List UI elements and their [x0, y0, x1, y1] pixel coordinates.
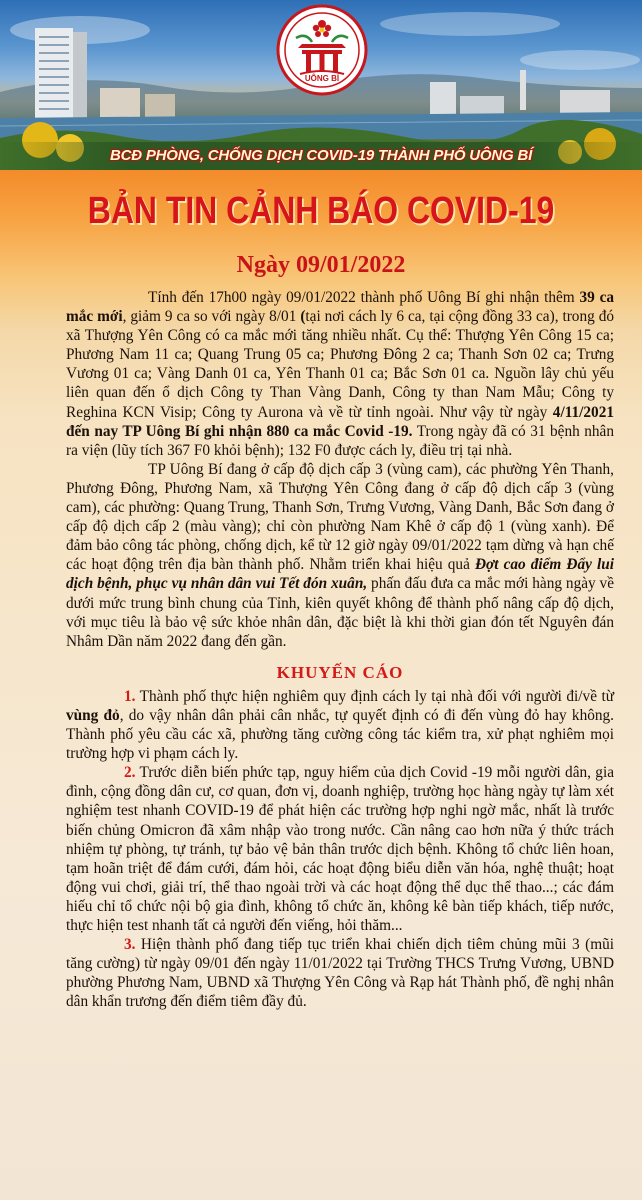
p2-text-c: phấn đấu đưa ca mắc mới hàng ngày về dưới mức trung bình chung của Tỉnh, kiên quyết không để thành phố nâng cấp độ dịch, với mục tiêu là bảo vệ sức khỏe nhân dân, đặc biệt là khi thời gian đón tết Nguyên đán Nhâm Dần năm 2022 đang đến gần.	[66, 575, 614, 650]
p1-text-c: , giảm 9 ca so với ngày 8/01	[122, 308, 301, 326]
item1-text-c: , do vậy nhân dân phải cân nhắc, tự quyết định có đi đến vùng đỏ hay không. Thành phố yêu cầu các xã, phường tăng cường công tác kiểm tra, xử phạt nghiêm mọi trường hợp vi phạm cách ly.	[66, 706, 614, 763]
item-number: 1.	[124, 687, 136, 705]
situation-paragraph	[66, 288, 614, 460]
bulletin-date: Ngày 09/01/2022	[236, 252, 406, 278]
p1-text-a: Tính đến 17h00 ngày 09/01/2022 thành phố Uông Bí ghi nhận thêm	[148, 289, 580, 306]
recommendation-heading: KHUYẾN CÁO	[276, 662, 404, 682]
level-paragraph	[66, 460, 614, 651]
bulletin-title: BẢN TIN CẢNH BÁO COVID-19	[87, 190, 555, 232]
committee-name: BCĐ PHÒNG, CHỐNG DỊCH COVID-19 THÀNH PHỐ UÔNG BÍ	[109, 147, 533, 164]
uong-bi-emblem	[276, 4, 368, 96]
recommendation-item-2	[66, 763, 614, 935]
header-photo-banner	[0, 0, 642, 170]
item-number: 2.	[124, 764, 136, 782]
item3-text: Hiện thành phố đang tiếp tục triển khai chiến dịch tiêm chủng mũi 3 (mũi tăng cường) từ ngày 09/01 đến ngày 11/01/2022 tại Trường THCS Trưng Vương, UBND phường Phương Nam, UBND xã Thượng Yên Công và Rạp hát Thành phố, đề nghị nhân dân khẩn trương đến điểm tiêm đầy đủ.	[66, 936, 614, 1011]
p1-text-e: tại nơi cách ly 6 ca, tại cộng đồng 33 ca), trong đó xã Thượng Yên Công có ca mắc mới tăng nhiều nhất. Cụ thể: Thượng Yên Công 15 ca; Phương Nam 11 ca; Quang Trung 05 ca; Phương Đông 2 ca; Thanh Sơn 02 ca; Trưng Vương 01 ca; Vàng Danh 01 ca, Yên Thanh 01 ca; Bắc Sơn 01 ca. Nguồn lây chủ yếu liên quan đến ổ dịch Công ty Than Vàng Danh, Công ty than Nam Mẫu; Công ty Reghina KCN Visip; Công ty Aurona và về từ tỉnh ngoài. Như vậy từ ngày	[66, 308, 614, 421]
p1-paren: (	[300, 308, 306, 326]
total-cases-highlight: 4/11/2021 đến nay TP Uông Bí ghi nhận 880 ca mắc Covid -19.	[66, 403, 614, 440]
campaign-highlight: Đợt cao điểm Đẩy lui dịch bệnh, phục vụ nhân dân vui Tết đón xuân,	[66, 556, 615, 593]
item1-text-a: Thành phố thực hiện nghiêm quy định cách ly tại nhà đối với người đi/về từ	[135, 687, 614, 705]
p1-text-g: Trong ngày đã có 31 bệnh nhân ra viện (lũy tích 367 F0 khỏi bệnh); 132 F0 được cách ly, điều trị tại nhà.	[66, 422, 614, 459]
item2-text: Trước diễn biến phức tạp, nguy hiểm của dịch Covid -19 mỗi người dân, gia đình, cộng đồng dân cư, cơ quan, đơn vị, doanh nghiệp, trường học hàng ngày tự làm xét nghiệm test nhanh COVID-19 để phát hiện các trường hợp nghi ngờ mắc, nhất là trước biến chủng Omicron đã xâm nhập vào trong nước. Cần nâng cao hơn nữa ý thức trách nhiệm tự phòng, tự tránh, tự bảo vệ bản thân trước dịch bệnh. Không tổ chức liên hoan, tạm hoãn triệt để đám cưới, đám hỏi, các hoạt động biểu diễn văn hóa, nghệ thuật; hoạt động vui chơi, giải trí, thể thao ngoài trời và các hoạt động thể dục thể thao...; các đám hiếu chỉ tổ chức nội bộ gia đình, không tổ chức ăn, không kê bàn tiếp khách, tiếp nước, thực hiện test nhanh tất cả người đến viếng, hỏi thăm...	[66, 764, 614, 934]
p2-text-a: TP Uông Bí đang ở cấp độ dịch cấp 3 (vùng cam), các phường Yên Thanh, Phương Đông, Phương Nam, xã Thượng Yên Công đang ở cấp độ dịch cấp 3 (vùng cam), các phường: Quang Trung, Thanh Sơn, Trưng Vương, Vàng Danh, Bắc Sơn đang ở cấp độ dịch cấp 2 (màu vàng); chỉ còn phường Nam Khê ở cấp độ 1 (vùng xanh). Để đảm bảo công tác phòng, chống dịch, kể từ 12 giờ ngày 09/01/2022 tạm dừng và hạn chế các hoạt động trên địa bàn thành phố. Nhằm triển khai hiệu quả	[66, 460, 614, 574]
recommendation-item-3	[66, 935, 614, 1011]
recommendation-item-1	[66, 687, 614, 763]
bulletin-content	[66, 288, 614, 1011]
item-number: 3.	[124, 936, 136, 954]
emblem-text: UÔNG BÍ	[304, 74, 340, 83]
new-cases-highlight: 39 ca mắc mới	[66, 289, 615, 326]
red-zone-highlight: vùng đỏ	[66, 706, 120, 724]
committee-caption	[0, 142, 642, 170]
